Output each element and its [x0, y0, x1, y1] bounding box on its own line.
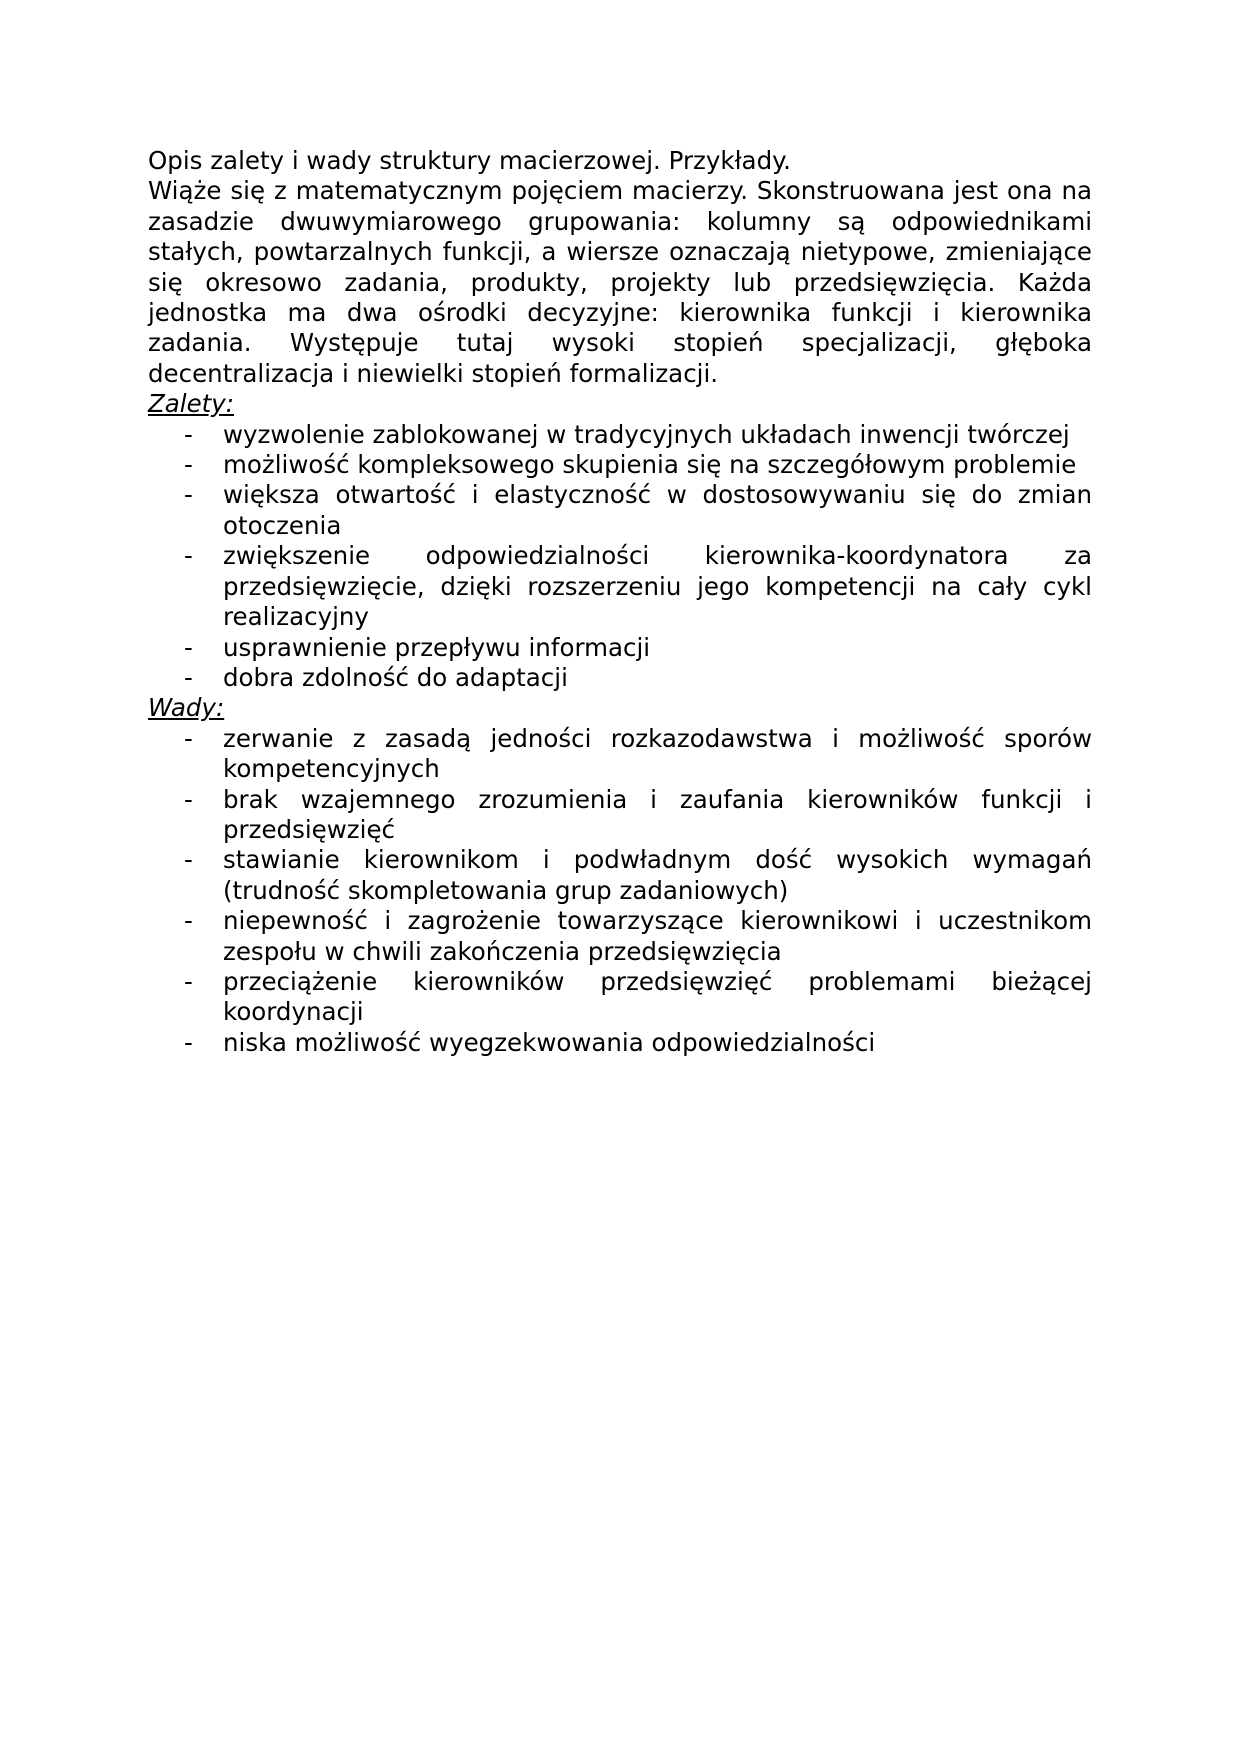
- dash-bullet: -: [184, 419, 193, 449]
- advantage-item-text: zwiększenie odpowiedzialności kierownika-koordynatora za przedsięwzięcie, dzięki rozszerzeniu jego kompetencji na cały cykl realizacyjny: [223, 541, 1092, 632]
- dash-bullet: -: [184, 845, 193, 875]
- disadvantage-item-text: przeciążenie kierowników przedsięwzięć problemami bieżącej koordynacji: [223, 966, 1092, 1027]
- advantage-item: [148, 663, 1092, 693]
- advantage-item: [148, 633, 1092, 663]
- advantage-item-text: wyzwolenie zablokowanej w tradycyjnych układach inwencji twórczej: [223, 419, 1070, 449]
- dash-bullet: -: [184, 632, 193, 662]
- dash-bullet: -: [184, 906, 193, 936]
- disadvantage-item-text: niepewność i zagrożenie towarzyszące kierownikowi i uczestnikom zespołu w chwili zakończenia przedsięwzięcia: [223, 906, 1092, 966]
- intro-paragraph: Wiąże się z matematycznym pojęciem macierzy. Skonstruowana jest ona na zasadzie dwuwymiarowego grupowania: kolumny są odpowiednikami stałych, powtarzalnych funkcji, a wiersze oznaczają nietypowe, zmieniające się okresowo zadania, produkty, projekty lub przedsięwzięcia. Każda jednostka ma dwa ośrodki decyzyjne: kierownika funkcji i kierownika zadania. Występuje tutaj wysoki stopień specjalizacji, głęboka decentralizacja i niewielki stopień formalizacji.: [148, 176, 1092, 388]
- disadvantage-item-text: brak wzajemnego zrozumienia i zaufania kierowników funkcji i przedsięwzięć: [223, 784, 1092, 844]
- dash-bullet: -: [184, 662, 193, 692]
- advantage-item-text: dobra zdolność do adaptacji: [223, 662, 568, 692]
- document-page: [148, 146, 1092, 1058]
- dash-bullet: -: [184, 541, 193, 571]
- dash-bullet: -: [184, 784, 193, 814]
- document-title: Opis zalety i wady struktury macierzowej. Przykłady.: [148, 146, 791, 175]
- disadvantage-item: [148, 967, 1092, 1028]
- disadvantage-item-text: stawianie kierownikom i podwładnym dość wysokich wymagań (trudność skompletowania grup zadaniowych): [223, 845, 1092, 905]
- dash-bullet: -: [184, 450, 193, 480]
- advantage-item-text: usprawnienie przepływu informacji: [223, 632, 651, 662]
- advantages-list: [148, 420, 1092, 694]
- disadvantage-item-text: zerwanie z zasadą jedności rozkazodawstwa i możliwość sporów kompetencyjnych: [223, 723, 1092, 784]
- advantage-item: [148, 450, 1092, 480]
- disadvantages-list: [148, 724, 1092, 1058]
- advantages-heading: Zalety:: [148, 389, 235, 419]
- dash-bullet: -: [184, 966, 193, 996]
- advantage-item-text: możliwość kompleksowego skupienia się na szczegółowym problemie: [223, 450, 1077, 480]
- dash-bullet: -: [184, 480, 193, 510]
- disadvantage-item: [148, 785, 1092, 846]
- dash-bullet: -: [184, 1027, 193, 1057]
- disadvantage-item: [148, 845, 1092, 906]
- advantage-item: [148, 420, 1092, 450]
- disadvantage-item: [148, 724, 1092, 785]
- disadvantage-item: [148, 1028, 1092, 1058]
- advantage-item: [148, 541, 1092, 632]
- disadvantages-heading: Wady:: [148, 693, 225, 723]
- advantage-item-text: większa otwartość i elastyczność w dostosowywaniu się do zmian otoczenia: [223, 480, 1092, 540]
- disadvantage-item: [148, 906, 1092, 967]
- dash-bullet: -: [184, 723, 193, 753]
- disadvantage-item-text: niska możliwość wyegzekwowania odpowiedzialności: [223, 1027, 876, 1057]
- advantage-item: [148, 480, 1092, 541]
